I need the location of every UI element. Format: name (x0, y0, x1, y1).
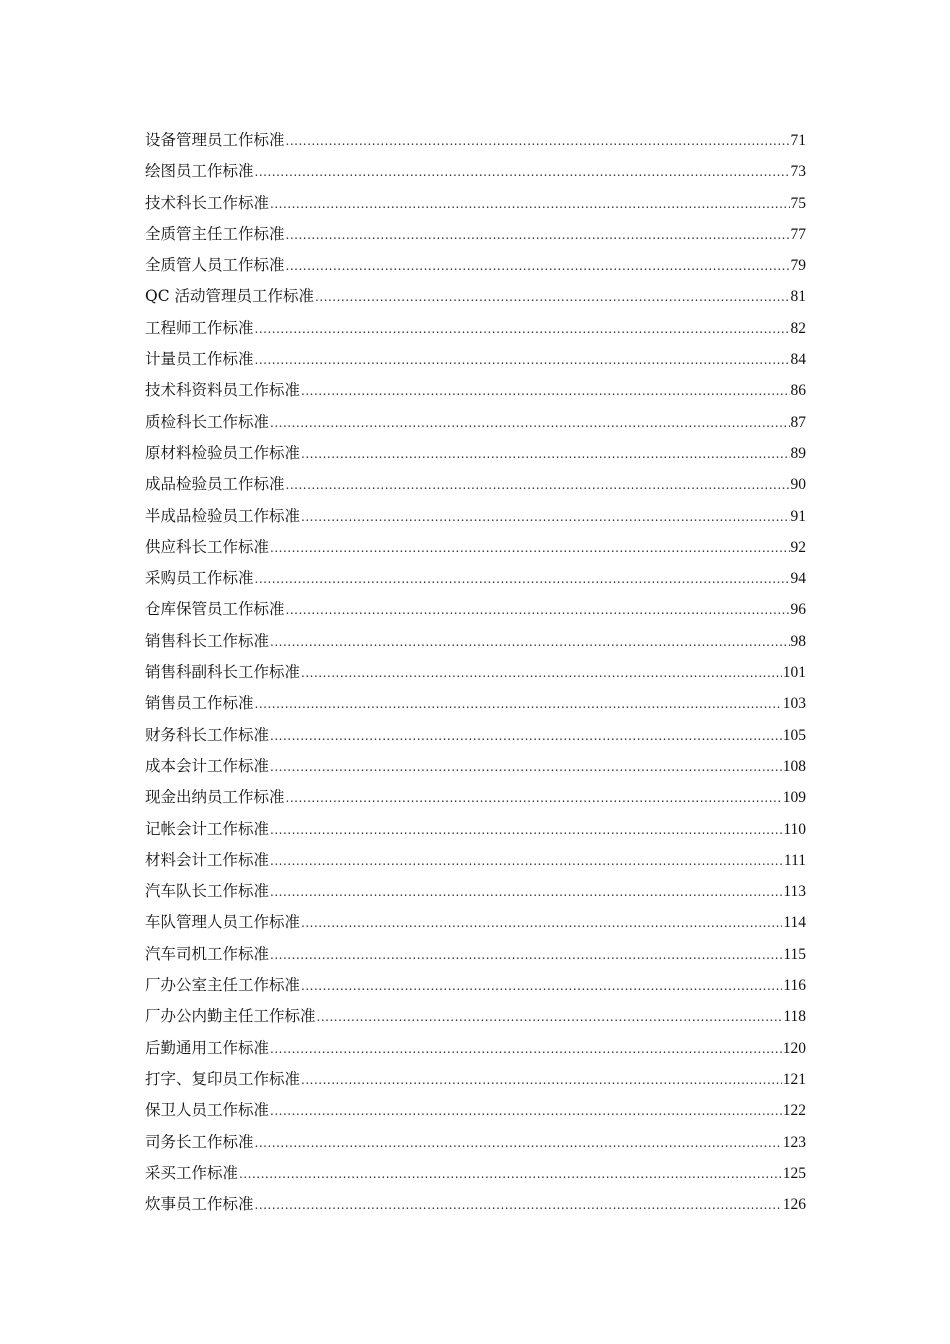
dot-leader (239, 1159, 782, 1190)
dot-leader (301, 502, 789, 533)
toc-entry[interactable] (145, 156, 806, 187)
toc-entry-title: 成品检验员工作标准 (145, 475, 285, 494)
toc-entry-title: 工程师工作标准 (145, 318, 254, 337)
toc-entry[interactable] (145, 782, 806, 813)
toc-entry-page-number: 114 (783, 914, 806, 932)
toc-entry-page-number: 121 (782, 1070, 806, 1088)
toc-entry-title: 采购员工作标准 (145, 569, 254, 588)
dot-leader (301, 908, 782, 939)
toc-entry-page-number: 89 (790, 444, 806, 462)
toc-entry-page-number: 111 (783, 851, 806, 869)
toc-entry-title: 设备管理员工作标准 (145, 131, 285, 149)
toc-entry[interactable] (145, 407, 806, 438)
toc-entry-page-number: 105 (782, 726, 806, 744)
toc-entry-page-number: 103 (782, 695, 806, 713)
toc-entry-title: 销售科长工作标准 (145, 631, 270, 650)
toc-entry[interactable] (145, 250, 806, 281)
toc-entry-page-number: 96 (790, 601, 806, 619)
toc-entry-title: QC 活动管理员工作标准 (145, 287, 314, 306)
toc-entry[interactable] (145, 501, 806, 532)
dot-leader (301, 376, 789, 407)
toc-entry-page-number: 118 (783, 1008, 806, 1026)
toc-entry-title: 销售员工作标准 (145, 694, 254, 713)
toc-entry[interactable] (145, 313, 806, 344)
toc-entry[interactable] (145, 281, 806, 312)
dot-leader (270, 189, 789, 220)
dot-leader (255, 564, 790, 595)
toc-entry[interactable] (145, 125, 806, 156)
toc-entry-page-number: 75 (790, 194, 806, 212)
toc-entry-title: 保卫人员工作标准 (145, 1101, 270, 1120)
toc-entry-title: 采买工作标准 (145, 1163, 239, 1182)
toc-entry[interactable] (145, 344, 806, 375)
toc-entry-page-number: 77 (790, 225, 806, 243)
toc-entry[interactable] (145, 438, 806, 469)
toc-entry[interactable] (145, 657, 806, 688)
toc-entry[interactable] (145, 845, 806, 876)
toc-entry[interactable] (145, 720, 806, 751)
dot-leader (255, 157, 790, 188)
dot-leader (270, 408, 789, 439)
toc-entry-page-number: 120 (782, 1039, 806, 1057)
dot-leader (270, 815, 782, 846)
toc-entry[interactable] (145, 970, 806, 1001)
dot-leader (255, 689, 782, 720)
toc-entry-title: 技术科资料员工作标准 (145, 381, 301, 400)
toc-entry[interactable] (145, 469, 806, 500)
toc-entry-title: 供应科长工作标准 (145, 537, 270, 556)
toc-entry[interactable] (145, 532, 806, 563)
toc-entry-page-number: 73 (790, 163, 806, 181)
toc-entry[interactable] (145, 876, 806, 907)
dot-leader (301, 658, 782, 689)
toc-entry[interactable] (145, 1001, 806, 1032)
toc-entry-page-number: 82 (790, 319, 806, 337)
toc-entry-title: 全质管主任工作标准 (145, 224, 285, 243)
toc-entry-page-number: 115 (783, 945, 806, 963)
toc-entry-title: 汽车司机工作标准 (145, 944, 270, 963)
toc-entry-page-number: 86 (790, 382, 806, 400)
toc-entry-title: 炊事员工作标准 (145, 1195, 254, 1214)
toc-entry-title: 全质管人员工作标准 (145, 256, 285, 275)
toc-entry-page-number: 90 (790, 476, 806, 494)
toc-entry[interactable] (145, 375, 806, 406)
toc-entry-page-number: 71 (790, 132, 806, 149)
toc-entry[interactable] (145, 219, 806, 250)
dot-leader (270, 752, 782, 783)
toc-entry-title: 打字、复印员工作标准 (145, 1069, 301, 1088)
toc-entry-page-number: 81 (790, 288, 806, 306)
toc-entry-title: 成本会计工作标准 (145, 756, 270, 775)
toc-entry[interactable] (145, 1095, 806, 1126)
toc-entry[interactable] (145, 688, 806, 719)
dot-leader (301, 971, 782, 1002)
toc-entry[interactable] (145, 939, 806, 970)
dot-leader (270, 846, 783, 877)
dot-leader (270, 627, 789, 658)
dot-leader (301, 1065, 782, 1096)
toc-entry-page-number: 113 (783, 883, 806, 901)
toc-entry-title: 后勤通用工作标准 (145, 1038, 270, 1057)
toc-entry-title: 销售科副科长工作标准 (145, 663, 301, 682)
toc-entry-page-number: 122 (782, 1102, 806, 1120)
toc-entry-title: 半成品检验员工作标准 (145, 506, 301, 525)
toc-entry-page-number: 94 (790, 570, 806, 588)
dot-leader (255, 314, 790, 345)
dot-leader (301, 439, 789, 470)
dot-leader (286, 220, 790, 251)
dot-leader (255, 345, 790, 376)
dot-leader (255, 1190, 782, 1221)
dot-leader (270, 721, 782, 752)
toc-entry-page-number: 108 (782, 757, 806, 775)
dot-leader (286, 783, 782, 814)
toc-entry-page-number: 92 (790, 538, 806, 556)
toc-entry[interactable] (145, 1064, 806, 1095)
toc-entry-title: 汽车队长工作标准 (145, 882, 270, 901)
toc-entry-page-number: 87 (790, 413, 806, 431)
toc-entry-title: 计量员工作标准 (145, 350, 254, 369)
toc-entry[interactable] (145, 1189, 806, 1220)
dot-leader (317, 1002, 783, 1033)
toc-entry-title: 厂办公内勤主任工作标准 (145, 1007, 316, 1026)
toc-entry-page-number: 125 (782, 1164, 806, 1182)
toc-entry[interactable] (145, 907, 806, 938)
table-of-contents (145, 125, 806, 1220)
toc-entry-title: 技术科长工作标准 (145, 193, 270, 212)
dot-leader (255, 1128, 782, 1159)
toc-entry[interactable] (145, 1127, 806, 1158)
toc-entry-page-number: 79 (790, 257, 806, 275)
dot-leader (286, 126, 790, 157)
toc-entry-title: 原材料检验员工作标准 (145, 443, 301, 462)
toc-entry-title: 质检科长工作标准 (145, 412, 270, 431)
toc-entry-title: 仓库保管员工作标准 (145, 600, 285, 619)
toc-entry-title: 车队管理人员工作标准 (145, 913, 301, 932)
toc-entry-page-number: 101 (782, 664, 806, 682)
toc-entry-page-number: 116 (783, 977, 806, 995)
dot-leader (315, 282, 790, 313)
toc-entry[interactable] (145, 563, 806, 594)
toc-entry[interactable] (145, 626, 806, 657)
toc-entry-page-number: 123 (782, 1133, 806, 1151)
toc-entry-page-number: 91 (790, 507, 806, 525)
dot-leader (270, 533, 789, 564)
toc-entry[interactable] (145, 751, 806, 782)
toc-entry-title: 厂办公室主任工作标准 (145, 976, 301, 995)
toc-entry-title: 记帐会计工作标准 (145, 819, 270, 838)
toc-entry[interactable] (145, 188, 806, 219)
toc-entry-title: 材料会计工作标准 (145, 850, 270, 869)
toc-entry-title: 现金出纳员工作标准 (145, 788, 285, 807)
dot-leader (270, 1034, 782, 1065)
toc-entry[interactable] (145, 814, 806, 845)
toc-entry[interactable] (145, 594, 806, 625)
toc-entry-page-number: 110 (783, 820, 806, 838)
dot-leader (270, 940, 782, 971)
toc-entry-title: 财务科长工作标准 (145, 725, 270, 744)
dot-leader (286, 595, 790, 626)
dot-leader (286, 251, 790, 282)
toc-entry-page-number: 109 (782, 789, 806, 807)
toc-entry-page-number: 98 (790, 632, 806, 650)
dot-leader (270, 1096, 782, 1127)
toc-entry[interactable] (145, 1158, 806, 1189)
toc-entry-page-number: 84 (790, 351, 806, 369)
toc-entry-title: 绘图员工作标准 (145, 162, 254, 181)
dot-leader (286, 470, 790, 501)
toc-entry-title: 司务长工作标准 (145, 1132, 254, 1151)
dot-leader (270, 877, 782, 908)
toc-entry-page-number: 126 (782, 1196, 806, 1214)
toc-entry[interactable] (145, 1033, 806, 1064)
